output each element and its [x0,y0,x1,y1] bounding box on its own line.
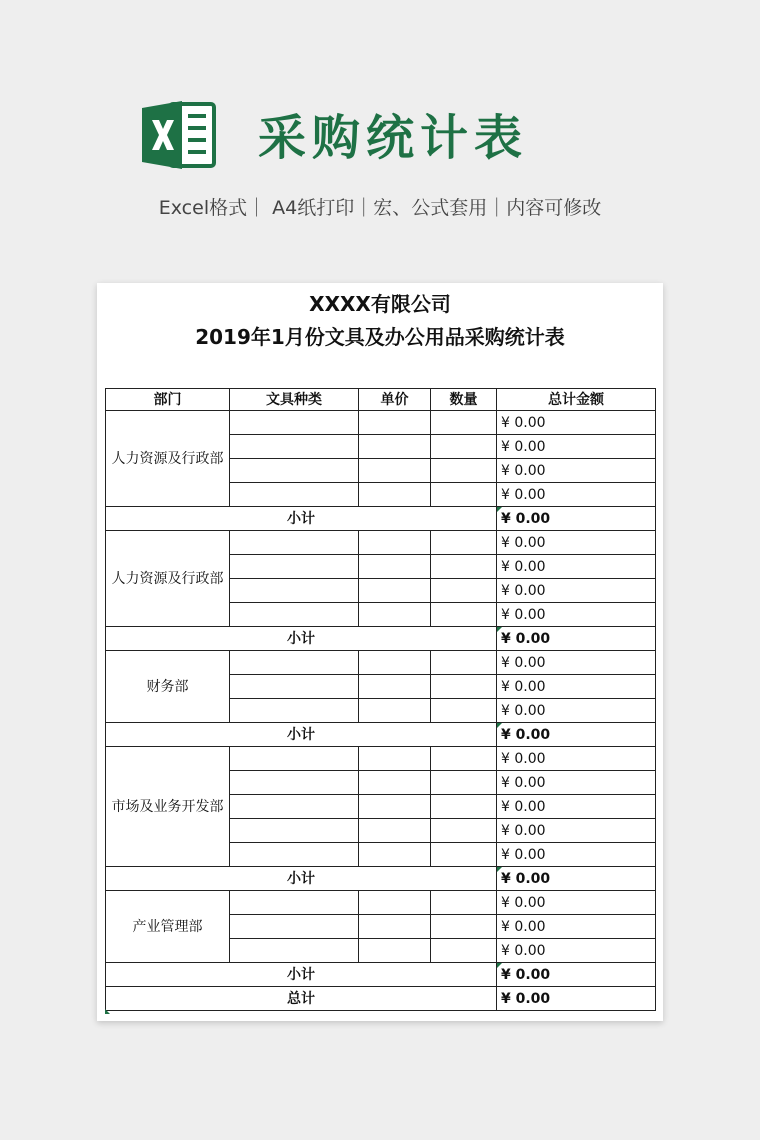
unit-price-cell[interactable] [359,435,431,459]
stationery-type-cell[interactable] [230,843,359,867]
company-name: XXXX有限公司 [309,292,451,316]
stationery-type-cell[interactable] [230,435,359,459]
unit-price-cell[interactable] [359,915,431,939]
subtotal-row [106,963,656,987]
stationery-type-cell[interactable] [230,483,359,507]
spreadsheet-page [97,283,663,1021]
stationery-type-cell[interactable] [230,675,359,699]
department-cell[interactable]: 产业管理部 [106,891,230,963]
table-row [106,891,656,915]
total-amount-cell[interactable]: ¥ 0.00 [497,819,656,843]
unit-price-cell[interactable] [359,555,431,579]
total-amount-cell[interactable]: ¥ 0.00 [497,891,656,915]
department-cell[interactable]: 财务部 [106,651,230,723]
subtotal-amount[interactable]: ¥ 0.00 [497,507,656,531]
excel-icon [140,98,218,172]
total-amount-cell[interactable]: ¥ 0.00 [497,483,656,507]
department-cell[interactable]: 人力资源及行政部 [106,411,230,507]
subtotal-amount[interactable]: ¥ 0.00 [497,867,656,891]
stationery-type-cell[interactable] [230,555,359,579]
stationery-type-cell[interactable] [230,603,359,627]
table-row [106,531,656,555]
quantity-cell[interactable] [431,915,497,939]
header-row [106,389,656,411]
subtotal-row [106,867,656,891]
header-cell[interactable]: 总计金额 [497,389,656,411]
total-amount-cell[interactable]: ¥ 0.00 [497,795,656,819]
subtotal-row [106,627,656,651]
stationery-type-cell[interactable] [230,411,359,435]
header-cell[interactable]: 单价 [359,389,431,411]
total-amount-cell[interactable]: ¥ 0.00 [497,747,656,771]
grand-total-row [106,987,656,1011]
total-amount-cell[interactable]: ¥ 0.00 [497,435,656,459]
quantity-cell[interactable] [431,483,497,507]
stationery-type-cell[interactable] [230,699,359,723]
stationery-type-cell[interactable] [230,579,359,603]
unit-price-cell[interactable] [359,843,431,867]
total-amount-cell[interactable]: ¥ 0.00 [497,699,656,723]
stationery-type-cell[interactable] [230,819,359,843]
subtotal-row [106,723,656,747]
table-body [106,411,656,1011]
table-row [106,651,656,675]
subtotal-label[interactable]: 小计 [106,867,497,891]
quantity-cell[interactable] [431,411,497,435]
header-cell[interactable]: 数量 [431,389,497,411]
cell-marker [105,1009,110,1014]
total-amount-cell[interactable]: ¥ 0.00 [497,555,656,579]
total-amount-cell[interactable]: ¥ 0.00 [497,579,656,603]
quantity-cell[interactable] [431,699,497,723]
unit-price-cell[interactable] [359,939,431,963]
quantity-cell[interactable] [431,819,497,843]
quantity-cell[interactable] [431,531,497,555]
grand-total-label[interactable]: 总计 [106,987,497,1011]
quantity-cell[interactable] [431,435,497,459]
subtotal-amount[interactable]: ¥ 0.00 [497,627,656,651]
subtotal-amount[interactable]: ¥ 0.00 [497,723,656,747]
unit-price-cell[interactable] [359,747,431,771]
subtotal-label[interactable]: 小计 [106,963,497,987]
stationery-type-cell[interactable] [230,459,359,483]
quantity-cell[interactable] [431,555,497,579]
unit-price-cell[interactable] [359,411,431,435]
quantity-cell[interactable] [431,675,497,699]
sheet-title: 2019年1月份文具及办公用品采购统计表 [195,325,565,349]
subtotal-label[interactable]: 小计 [106,507,497,531]
unit-price-cell[interactable] [359,795,431,819]
purchase-table [105,388,656,1011]
subtotal-label[interactable]: 小计 [106,627,497,651]
stationery-type-cell[interactable] [230,891,359,915]
subtotal-label[interactable]: 小计 [106,723,497,747]
stationery-type-cell[interactable] [230,651,359,675]
stationery-type-cell[interactable] [230,915,359,939]
total-amount-cell[interactable]: ¥ 0.00 [497,411,656,435]
total-amount-cell[interactable]: ¥ 0.00 [497,651,656,675]
unit-price-cell[interactable] [359,699,431,723]
quantity-cell[interactable] [431,939,497,963]
stationery-type-cell[interactable] [230,747,359,771]
unit-price-cell[interactable] [359,651,431,675]
quantity-cell[interactable] [431,891,497,915]
quantity-cell[interactable] [431,651,497,675]
grand-total-amount[interactable]: ¥ 0.00 [497,987,656,1011]
unit-price-cell[interactable] [359,579,431,603]
total-amount-cell[interactable]: ¥ 0.00 [497,531,656,555]
unit-price-cell[interactable] [359,675,431,699]
quantity-cell[interactable] [431,603,497,627]
total-amount-cell[interactable]: ¥ 0.00 [497,603,656,627]
feature-subtitle: Excel格式｜ A4纸打印｜宏、公式套用｜内容可修改 [158,197,602,219]
department-cell[interactable]: 人力资源及行政部 [106,531,230,627]
department-cell[interactable]: 市场及业务开发部 [106,747,230,867]
unit-price-cell[interactable] [359,771,431,795]
table-row [106,411,656,435]
unit-price-cell[interactable] [359,483,431,507]
table-row [106,747,656,771]
total-amount-cell[interactable]: ¥ 0.00 [497,459,656,483]
quantity-cell[interactable] [431,747,497,771]
total-amount-cell[interactable]: ¥ 0.00 [497,939,656,963]
total-amount-cell[interactable]: ¥ 0.00 [497,675,656,699]
unit-price-cell[interactable] [359,891,431,915]
quantity-cell[interactable] [431,795,497,819]
banner [0,0,760,280]
unit-price-cell[interactable] [359,531,431,555]
stationery-type-cell[interactable] [230,939,359,963]
stationery-type-cell[interactable] [230,771,359,795]
quantity-cell[interactable] [431,459,497,483]
unit-price-cell[interactable] [359,819,431,843]
app-title: 采购统计表 [258,110,529,166]
subtotal-row [106,507,656,531]
quantity-cell[interactable] [431,843,497,867]
stationery-type-cell[interactable] [230,531,359,555]
total-amount-cell[interactable]: ¥ 0.00 [497,771,656,795]
total-amount-cell[interactable]: ¥ 0.00 [497,915,656,939]
stationery-type-cell[interactable] [230,795,359,819]
quantity-cell[interactable] [431,771,497,795]
subtotal-amount[interactable]: ¥ 0.00 [497,963,656,987]
unit-price-cell[interactable] [359,603,431,627]
header-cell[interactable]: 部门 [106,389,230,411]
total-amount-cell[interactable]: ¥ 0.00 [497,843,656,867]
header-cell[interactable]: 文具种类 [230,389,359,411]
unit-price-cell[interactable] [359,459,431,483]
quantity-cell[interactable] [431,579,497,603]
